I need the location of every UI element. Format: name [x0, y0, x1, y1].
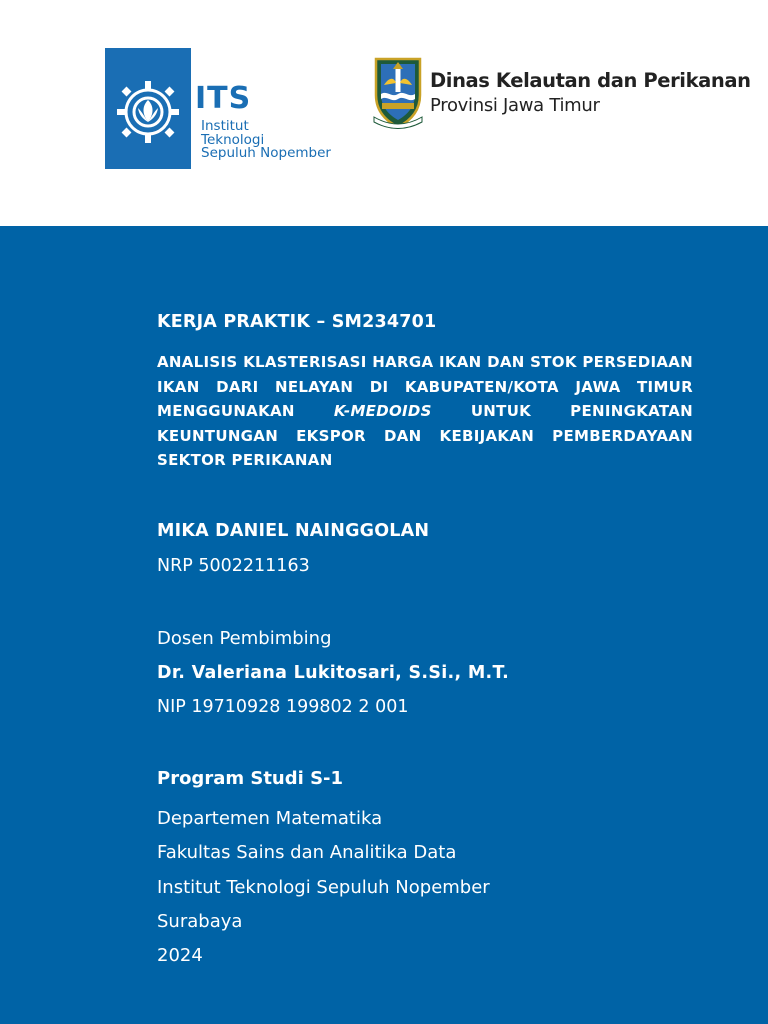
- study-program: Program Studi S-1: [157, 768, 344, 789]
- advisor-nip: NIP 19710928 199802 2 001: [157, 697, 409, 717]
- cover-header: [0, 0, 768, 226]
- dkp-subtitle: Provinsi Jawa Timur: [430, 95, 600, 116]
- its-logo-block: [105, 48, 191, 169]
- its-name-lines: [201, 120, 331, 161]
- course-code: KERJA PRAKTIK – SM234701: [157, 312, 437, 332]
- dkp-title: Dinas Kelautan dan Perikanan: [430, 69, 751, 92]
- author-nrp: NRP 5002211163: [157, 556, 310, 576]
- its-emblem-icon: [109, 78, 187, 146]
- advisor-label: Dosen Pembimbing: [157, 628, 332, 649]
- report-title: [157, 350, 693, 473]
- report-title-part-1: ANALISIS KLASTERISASI HARGA IKAN DAN STOK PERSEDIAAN IKAN DARI NELAYAN DI KABUPATEN/KOTA JAWA TIMUR MENGGUNAKAN: [157, 353, 693, 420]
- its-line-3: Sepuluh Nopember: [201, 145, 331, 161]
- affiliation-block: [157, 802, 693, 973]
- department: Departemen Matematika: [157, 808, 383, 829]
- its-line-1: Institut: [201, 118, 249, 134]
- its-line-2: Teknologi: [201, 131, 265, 148]
- jawa-timur-crest-icon: [372, 55, 424, 129]
- institution: Institut Teknologi Sepuluh Nopember: [157, 876, 490, 898]
- dkp-logo: [372, 55, 751, 130]
- report-title-method: K-MEDOIDS: [333, 402, 432, 420]
- faculty: Fakultas Sains dan Analitika Data: [157, 842, 457, 864]
- its-wordmark: ITS: [195, 81, 252, 116]
- advisor-name: Dr. Valeriana Lukitosari, S.Si., M.T.: [157, 663, 510, 683]
- cover-panel: [0, 226, 768, 1024]
- author-name: MIKA DANIEL NAINGGOLAN: [157, 521, 430, 541]
- report-title-part-2: UNTUK PENINGKATAN KEUNTUNGAN EKSPOR DAN KEBIJAKAN PEMBERDAYAAN SEKTOR PERIKANAN: [157, 402, 693, 469]
- its-logo: [105, 48, 335, 170]
- year: 2024: [157, 945, 203, 967]
- city: Surabaya: [157, 910, 243, 932]
